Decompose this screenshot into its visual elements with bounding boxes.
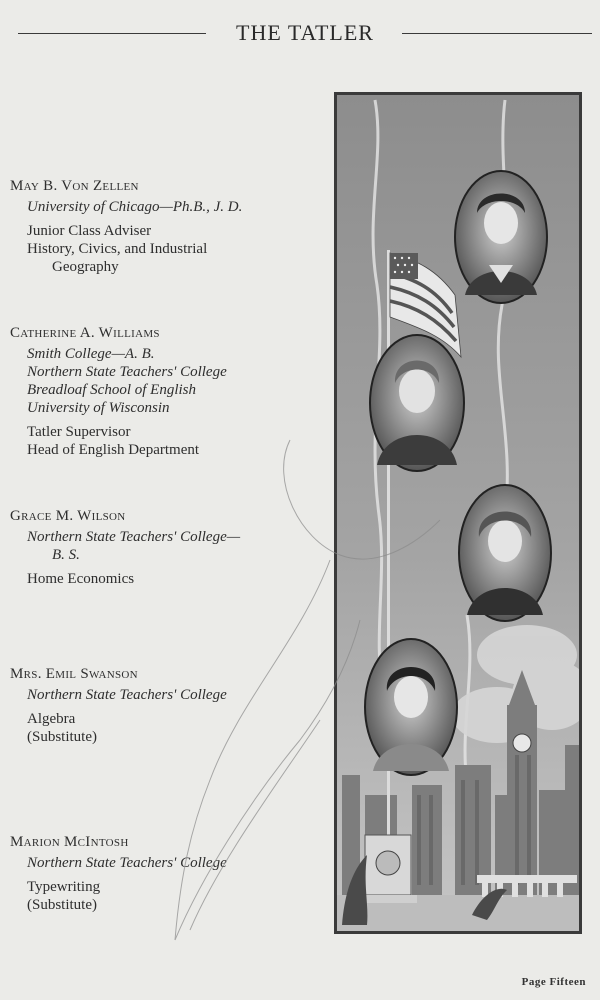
faculty-name: May B. Von Zellen <box>10 178 139 194</box>
faculty-role: Algebra <box>27 711 76 727</box>
faculty-degree: Northern State Teachers' College— <box>27 529 241 545</box>
faculty-role: Head of English Department <box>27 442 200 458</box>
faculty-name: Mrs. Emil Swanson <box>10 666 138 682</box>
faculty-entry <box>10 834 330 914</box>
faculty-name: Marion McIntosh <box>10 834 129 850</box>
portrait-photo <box>370 335 464 471</box>
faculty-degree: University of Wisconsin <box>27 400 170 416</box>
faculty-degree: Northern State Teachers' College <box>27 855 227 871</box>
clock-face <box>513 734 531 752</box>
page-header <box>18 20 592 48</box>
faculty-role: Typewriting <box>27 879 101 895</box>
portrait-photo <box>365 639 457 775</box>
faculty-role: Home Economics <box>27 571 135 587</box>
faculty-entry <box>10 325 330 459</box>
header-rule-right <box>402 33 592 34</box>
portrait-panel <box>334 92 582 934</box>
portrait-photo <box>459 485 551 621</box>
faculty-role: Tatler Supervisor <box>27 424 131 440</box>
faculty-entry <box>10 178 330 276</box>
page-title: THE TATLER <box>236 20 374 45</box>
faculty-role: History, Civics, and Industrial <box>27 241 208 257</box>
panel-illustration <box>337 95 579 931</box>
faculty-role: (Substitute) <box>27 897 97 913</box>
faculty-degree: B. S. <box>52 547 80 563</box>
faculty-name: Grace M. Wilson <box>10 508 126 524</box>
faculty-degree: Northern State Teachers' College <box>27 687 227 703</box>
faculty-name: Catherine A. Williams <box>10 325 160 341</box>
faculty-entry <box>10 666 330 746</box>
faculty-degree: Smith College—A. B. <box>27 346 155 362</box>
faculty-degree: University of Chicago—Ph.B., J. D. <box>27 199 243 215</box>
faculty-role: Geography <box>52 259 119 275</box>
faculty-degree: Northern State Teachers' College <box>27 364 227 380</box>
faculty-role: Junior Class Adviser <box>27 223 152 239</box>
portrait-photo <box>455 171 547 303</box>
faculty-degree: Breadloaf School of English <box>27 382 197 398</box>
faculty-entry <box>10 508 330 588</box>
page-number: Page Fifteen <box>521 976 586 988</box>
flagpole-base <box>359 835 417 903</box>
faculty-role: (Substitute) <box>27 729 97 745</box>
